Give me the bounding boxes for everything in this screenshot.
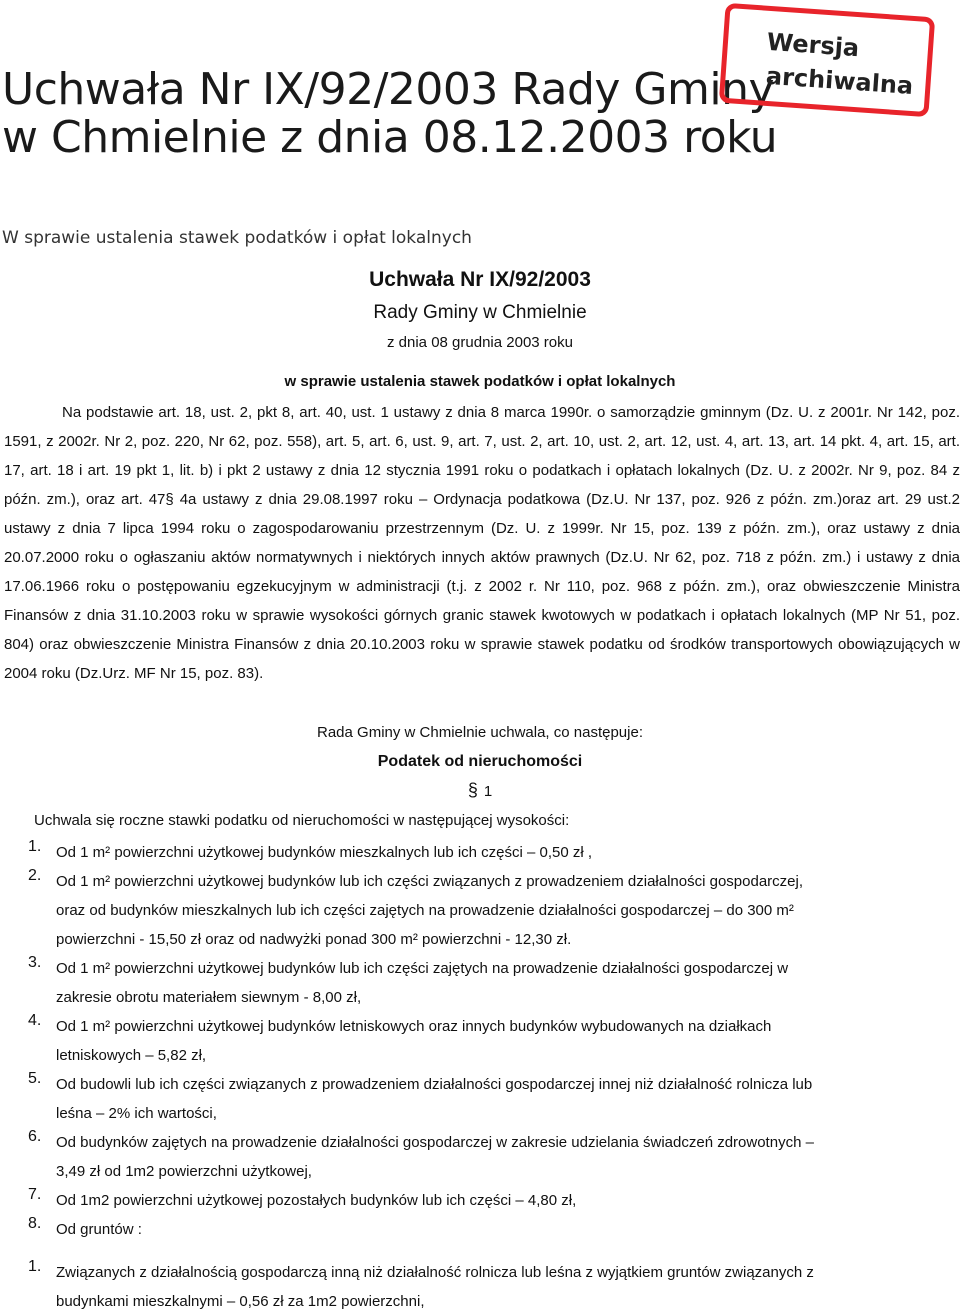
- item-number: 1.: [28, 838, 42, 855]
- item-number: 5.: [28, 1070, 42, 1087]
- item-line: Od 1 m² powierzchni użytkowej budynków lub ich części związanych z prowadzeniem działalności gospodarczej,: [56, 873, 804, 890]
- item-line: letniskowych – 5,82 zł,: [56, 1047, 207, 1064]
- item-line: leśna – 2% ich wartości,: [56, 1105, 217, 1122]
- item-line: powierzchni - 15,50 zł oraz od nadwyżki ponad 300 m² powierzchni - 12,30 zł.: [56, 931, 572, 948]
- resolution-date: z dnia 08 grudnia 2003 roku: [387, 334, 573, 351]
- item-number: 1.: [28, 1258, 42, 1275]
- resolution-subject: w sprawie ustalenia stawek podatków i opłat lokalnych: [284, 373, 676, 390]
- preamble-line: sprawie stawek podatku od środków transportowych obowiązujących w 2004 roku (Dz.Urz. MF Nr 15, poz. 83).: [4, 636, 960, 682]
- item-line: Od 1m2 powierzchni użytkowej pozostałych budynków lub ich części – 4,80 zł,: [56, 1192, 577, 1209]
- item-text: [56, 1215, 959, 1244]
- preamble-line: Na podstawie art. 18, ust. 2, pkt 8, art. 40, ust. 1 ustawy z dnia 8 marca 1990r. o samorządzie gminnym (Dz. U. z: [62, 404, 826, 421]
- preamble: [4, 398, 960, 688]
- preamble-line: ust. 4, art. 13, art. 14 pkt. 4, art. 15, art. 17, art. 18 i art. 19 pkt 1, lit. b) i pkt 2 ustawy z dnia 12 stycznia 1991 roku o: [4, 433, 960, 479]
- item-text: [56, 954, 959, 1012]
- page-title: Uchwała Nr IX/92/2003 Rady Gminy w Chmielnie z dnia 08.12.2003 roku: [2, 64, 778, 163]
- item-number: 8.: [28, 1215, 42, 1232]
- paragraph-symbol: §: [467, 780, 478, 800]
- preamble-line: podatkach i opłatach lokalnych (Dz. U. z 2002r. Nr 9, poz. 84 z późn. zm.), oraz art. 47: [4, 462, 960, 508]
- resolution-heading: Uchwała Nr IX/92/2003: [369, 268, 591, 291]
- council-decides: Rada Gminy w Chmielnie uchwala, co następuje:: [317, 724, 643, 741]
- preamble-line: – Ordynacja podatkowa (Dz.U. Nr 137, poz. 926 z późn. zm.)oraz art. 29 ust.2 ustawy z dnia 7 lipca 1994 roku o: [4, 491, 960, 537]
- intro-text: Uchwala się roczne stawki podatku od nieruchomości w następującej wysokości:: [34, 812, 570, 829]
- item-line: Od 1 m² powierzchni użytkowej budynków letniskowych oraz innych budynków wybudowanych na działkach: [56, 1018, 772, 1035]
- section-title: Podatek od nieruchomości: [377, 753, 583, 770]
- paragraph-heading: [0, 780, 960, 801]
- item-line: Od 1 m² powierzchni użytkowej budynków lub ich części zajętych na prowadzenie działalności gospodarczej w: [56, 960, 789, 977]
- paragraph-symbol: §: [165, 491, 174, 508]
- item-text: [56, 1258, 959, 1316]
- item-line: Związanych z działalnością gospodarczą inną niż działalność rolnicza lub leśna z wyjątkiem gruntów związanych z: [56, 1264, 814, 1281]
- item-number: 2.: [28, 867, 42, 884]
- item-number: 3.: [28, 954, 42, 971]
- item-line: Od gruntów :: [56, 1221, 142, 1238]
- page-subtitle: W sprawie ustalenia stawek podatków i opłat lokalnych: [2, 228, 472, 248]
- preamble-line: 17.06.1966 roku o postępowaniu egzekucyjnym w administracji (t.j. z 2002 r. Nr 110, poz. 968 z późn. zm.), oraz: [4, 578, 797, 595]
- item-line: 3,49 zł od 1m2 powierzchni użytkowej,: [56, 1163, 312, 1180]
- paragraph-number: 1: [483, 783, 493, 800]
- item-line: Od budowli lub ich części związanych z prowadzeniem działalności gospodarczej innej niż działalność rolnicza lub: [56, 1076, 813, 1093]
- archive-stamp: [719, 3, 935, 117]
- item-line: Od budynków zajętych na prowadzenie działalności gospodarczej w zakresie udzielania świadczeń zdrowotnych –: [56, 1134, 814, 1151]
- item-number: 7.: [28, 1186, 42, 1203]
- item-number: 4.: [28, 1012, 42, 1029]
- item-number: 6.: [28, 1128, 42, 1145]
- preamble-line: podatkach i opłatach lokalnych (MP Nr 51, poz. 804) oraz obwieszczenie Ministra Finansów z dnia 20.10.2003 roku w: [4, 607, 960, 653]
- item-text: [56, 838, 959, 867]
- preamble-line: 4a ustawy z dnia 29.08.1997 roku: [173, 491, 413, 508]
- item-line: budynkami mieszkalnymi – 0,56 zł za 1m2 powierzchni,: [56, 1293, 425, 1310]
- item-text: [56, 867, 959, 954]
- item-text: [56, 1128, 959, 1186]
- item-line: zakresie obrotu materiałem siewnym - 8,00 zł,: [56, 989, 362, 1006]
- stamp-line-1: Wersja: [765, 27, 861, 63]
- preamble-line: obwieszczenie Ministra Finansów z dnia 31.10.2003 roku w sprawie wysokości górnych granic stawek kwotowych w: [4, 578, 960, 624]
- item-line: Od 1 m² powierzchni użytkowej budynków mieszkalnych lub ich części – 0,50 zł ,: [56, 844, 593, 861]
- item-text: [56, 1070, 959, 1128]
- preamble-line: ogłaszaniu aktów normatywnych i niektórych innych aktów prawnych (Dz.U. Nr 62, poz. 718 z późn. zm.) i ustawy z dnia: [133, 549, 960, 566]
- preamble-line: 2001r. Nr 142, poz. 1591, z 2002r. Nr 2, poz. 220, Nr 62, poz. 558), art. 5, art. 6, ust. 9, art. 7, ust. 2, art. 10, ust. 2, art. 12,: [4, 404, 960, 450]
- preamble-line: zagospodarowaniu przestrzennym (Dz. U. z 1999r. Nr 15, poz. 139 z późn. zm.), oraz ustawy z dnia 20.07.2000 roku o: [4, 520, 960, 566]
- item-text: [56, 1012, 959, 1070]
- item-line: oraz od budynków mieszkalnych lub ich części zajętych na prowadzenie działalności gospodarczej – do 300 m²: [56, 902, 794, 919]
- item-text: [56, 1186, 959, 1215]
- stamp-line-2: archiwalna: [765, 61, 915, 101]
- council-name: Rady Gminy w Chmielnie: [373, 302, 587, 323]
